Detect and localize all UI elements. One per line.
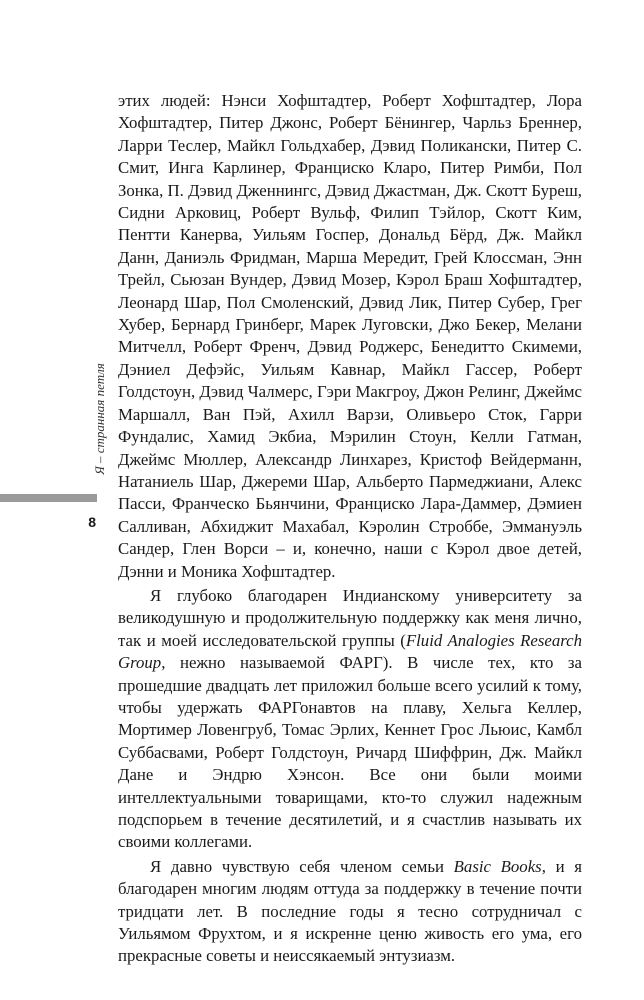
- paragraph-indiana-university: [118, 585, 582, 854]
- paragraph-segment: этих людей: Нэнси Хофштадтер, Роберт Хофштадтер, Лора Хофштадтер, Питер Джонс, Роберт Бёнингер, Чарльз Бреннер, Ларри Теслер, Майкл Гольдхабер, Дэвид Поликански, Питер С. Смит, Инга Карлинер, Франциско Кларо, Питер Римби, Пол Зонка, П. Дэвид Дженнингс, Дэвид Джастман, Дж. Скотт Буреш, Сидни Арковиц, Роберт Вульф, Филип Тэйлор, Скотт Ким, Пентти Канерва, Уильям Госпер, Дональд Бёрд, Дж. Майкл Данн, Даниэль Фридман, Марша Мередит, Грей Клоссман, Энн Трейл, Сьюзан Вундер, Дэвид Мозер, Кэрол Браш Хофштадтер, Леонард Шар, Пол Смоленский, Дэвид Лик, Питер Субер, Грег Хубер, Бернард Гринберг, Марек Луговски, Джо Бекер, Мелани Митчелл, Роберт Френч, Дэвид Роджерс, Бенедитто Скимеми, Дэниел Дефэйс, Уильям Кавнар, Майкл Гассер, Роберт Голдстоун, Дэвид Чалмерс, Гэри Макгроу, Джон Релинг, Джеймс Маршалл, Ван Пэй, Ахилл Варзи, Оливьеро Сток, Гарри Фундалис, Хамид Экбиа, Мэрилин Стоун, Келли Гатман, Джеймс Мюллер, Александр Линхарез, Кристоф Вейдерманн, Натаниель Шар, Джереми Шар, Альберто Пармеджиани, Алекс Пасси, Франческо Бьянчини, Франциско Лара-Даммер, Дэмиен Салливан, Абхиджит Махабал, Кэролин Строббе, Эммануэль Сандер, Глен Ворси – и, конечно, наши с Кэрол двое детей, Дэнни и Моника Хофштадтер.: [118, 91, 582, 581]
- paragraph-basic-books: [118, 856, 582, 968]
- paragraph-segment-italic: Fluid Analogies Research Group: [118, 630, 582, 673]
- paragraph-segment: , нежно называемой ФАРГ). В числе тех, кто за прошедшие двадцать лет приложил больше всего усилий к тому, чтобы удержать ФАРГонавтов на плаву, Хельга Келлер, Мортимер Ловенгруб, Томас Эрлих, Кеннет Грос Льюис, Камбл Суббасвами, Роберт Голдстоун, Ричард Шиффрин, Дж. Майкл Дане и Эндрю Хэнсон. Все они были моими интеллектуальными товарищами, кто-то служил надежным подспорьем в течение десятилетий, и я счастлив называть их своими коллегами.: [118, 653, 582, 852]
- paragraph-segment-italic: Basic Books: [453, 856, 542, 876]
- paragraph-segment: Я глубоко благодарен Индианскому университету за великодушную и продолжительную поддержку как меня лично, так и моей исследовательской группы (: [118, 585, 582, 650]
- paragraph-names-list: [118, 90, 582, 583]
- page-number: 8: [88, 514, 96, 530]
- running-head-text: Я – странная петля: [92, 363, 107, 475]
- paragraph-segment: Я давно чувствую себя членом семьи: [150, 856, 454, 876]
- running-head: [92, 349, 108, 489]
- paragraph-segment: , и я благодарен многим людям оттуда за поддержку в течение почти тридцати лет. В последние годы я тесно сотрудничал с Уильямом Фрухтом, и я искренне ценю живость его ума, его прекрасные советы и неиссякаемый энтузиазм.: [118, 856, 582, 966]
- page-body: [118, 90, 582, 968]
- margin-bar: [0, 494, 97, 502]
